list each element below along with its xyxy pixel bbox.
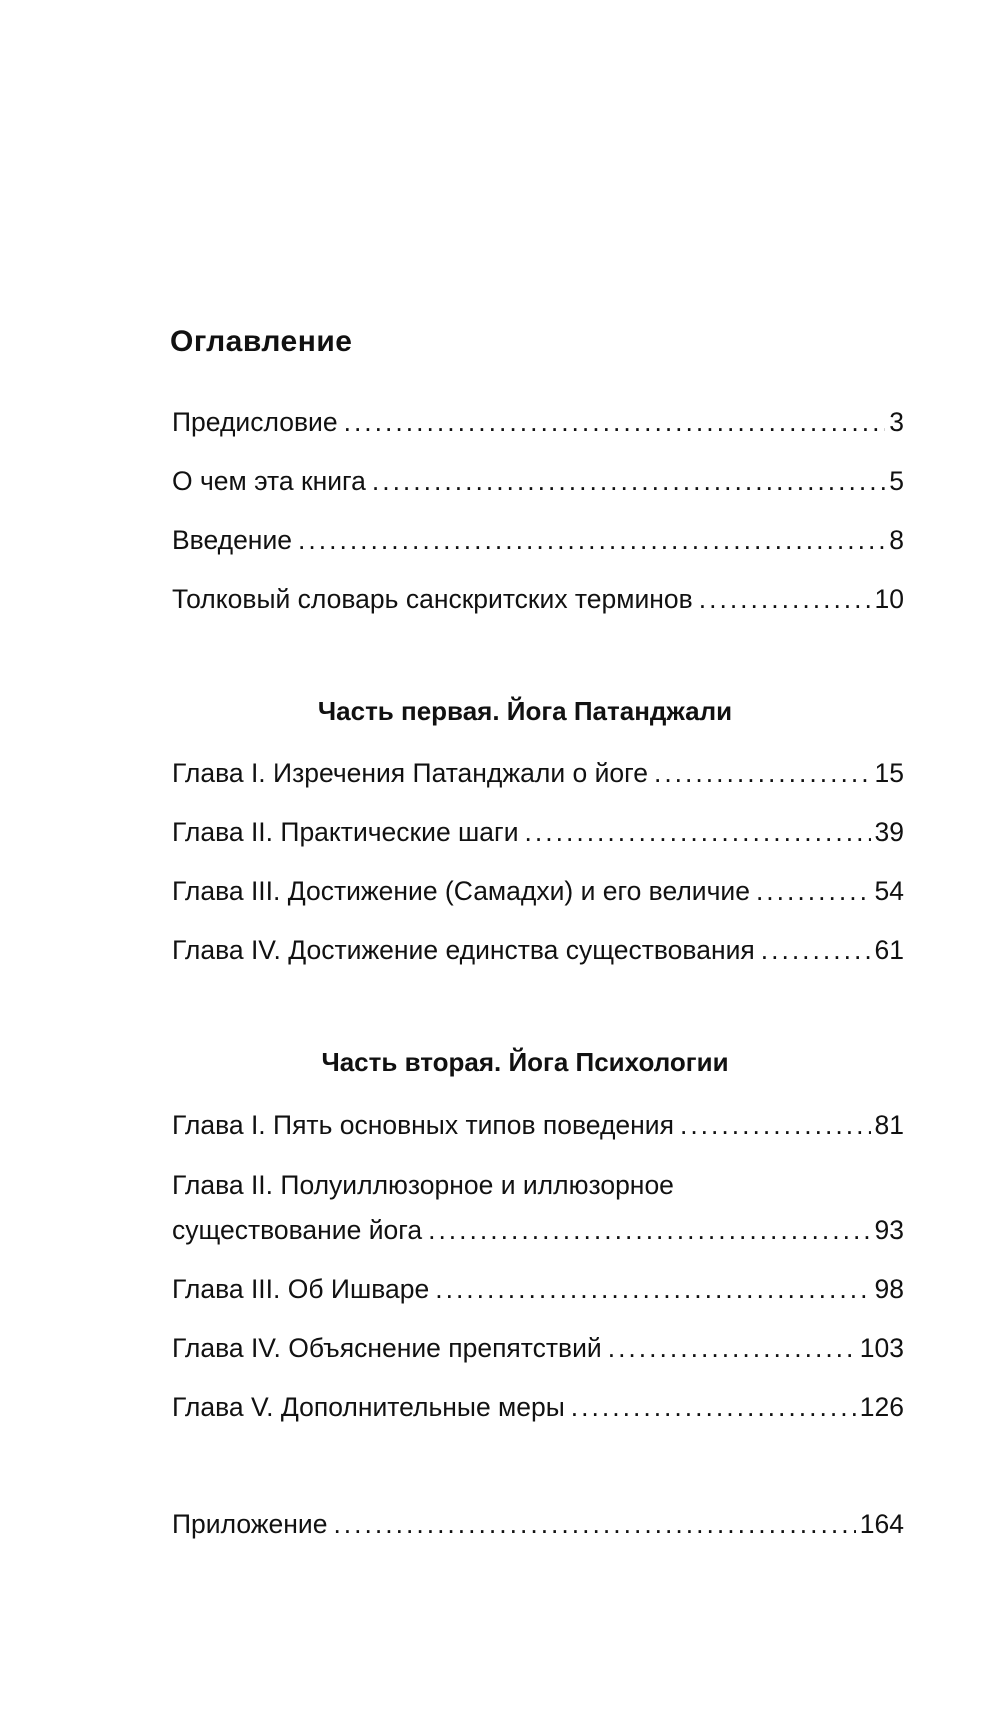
page-title: Оглавление bbox=[170, 325, 353, 358]
toc-entry-page: 3 bbox=[889, 407, 904, 437]
toc-entry-label-line1: Глава II. Полуиллюзорное и иллюзорное bbox=[172, 1170, 674, 1200]
toc-entry-label: О чем эта книга bbox=[172, 466, 366, 496]
dot-leader bbox=[571, 1390, 856, 1424]
toc-entry-preface bbox=[172, 405, 904, 439]
dot-leader bbox=[680, 1108, 871, 1142]
toc-entry-page: 61 bbox=[874, 935, 904, 965]
toc-entry-label: Глава V. Дополнительные меры bbox=[172, 1392, 565, 1422]
toc-entry-chapter bbox=[172, 1390, 904, 1424]
toc-entry-chapter bbox=[172, 933, 904, 967]
toc-entry-introduction bbox=[172, 523, 904, 557]
toc-entry-glossary bbox=[172, 582, 904, 616]
dot-leader bbox=[699, 582, 871, 616]
toc-entry-page: 98 bbox=[874, 1274, 904, 1304]
dot-leader bbox=[372, 464, 885, 498]
toc-entry-page: 8 bbox=[889, 525, 904, 555]
part-heading: Часть первая. Йога Патанджали bbox=[317, 696, 733, 726]
part-heading: Часть вторая. Йога Психологии bbox=[321, 1047, 729, 1077]
toc-entry-label: Введение bbox=[172, 525, 292, 555]
dot-leader bbox=[344, 405, 886, 439]
dot-leader bbox=[761, 933, 871, 967]
toc-entry-label: Глава I. Пять основных типов поведения bbox=[172, 1110, 674, 1140]
dot-leader bbox=[298, 523, 885, 557]
toc-entry-label: Предисловие bbox=[172, 407, 338, 437]
toc-entry-chapter bbox=[172, 1213, 904, 1247]
toc-entry-page: 5 bbox=[889, 466, 904, 496]
toc-entry-page: 39 bbox=[874, 817, 904, 847]
toc-entry-page: 54 bbox=[874, 876, 904, 906]
toc-entry-page: 164 bbox=[859, 1509, 904, 1539]
toc-entry-chapter bbox=[172, 1272, 904, 1306]
toc-entry-chapter bbox=[172, 756, 904, 790]
toc-entry-label: Глава IV. Достижение единства существования bbox=[172, 935, 755, 965]
toc-entry-about bbox=[172, 464, 904, 498]
toc-entry-label: существование йога bbox=[172, 1215, 423, 1245]
toc-entry-page: 126 bbox=[859, 1392, 904, 1422]
dot-leader bbox=[608, 1331, 856, 1365]
toc-entry-label: Приложение bbox=[172, 1509, 328, 1539]
dot-leader bbox=[333, 1507, 855, 1541]
toc-entry-page: 81 bbox=[874, 1110, 904, 1140]
toc-entry-page: 15 bbox=[874, 758, 904, 788]
toc-entry-label: Толковый словарь санскритских терминов bbox=[172, 584, 693, 614]
toc-entry-chapter bbox=[172, 815, 904, 849]
toc-entry-page: 103 bbox=[859, 1333, 904, 1363]
toc-entry-page: 10 bbox=[874, 584, 904, 614]
toc-entry-label: Глава IV. Объяснение препятствий bbox=[172, 1333, 602, 1363]
toc-entry-label: Глава II. Практические шаги bbox=[172, 817, 519, 847]
toc-entry-appendix bbox=[172, 1507, 904, 1541]
toc-entry-label: Глава I. Изречения Патанджали о йоге bbox=[172, 758, 648, 788]
dot-leader bbox=[435, 1272, 870, 1306]
toc-entry-chapter bbox=[172, 874, 904, 908]
toc-entry-label: Глава III. Достижение (Самадхи) и его величие bbox=[172, 876, 750, 906]
toc-entry-label: Глава III. Об Ишваре bbox=[172, 1274, 430, 1304]
dot-leader bbox=[525, 815, 871, 849]
dot-leader bbox=[428, 1213, 870, 1247]
dot-leader bbox=[654, 756, 871, 790]
toc-entry-chapter bbox=[172, 1108, 904, 1142]
toc-entry-chapter bbox=[172, 1331, 904, 1365]
dot-leader bbox=[756, 874, 871, 908]
toc-entry-page: 93 bbox=[874, 1215, 904, 1245]
